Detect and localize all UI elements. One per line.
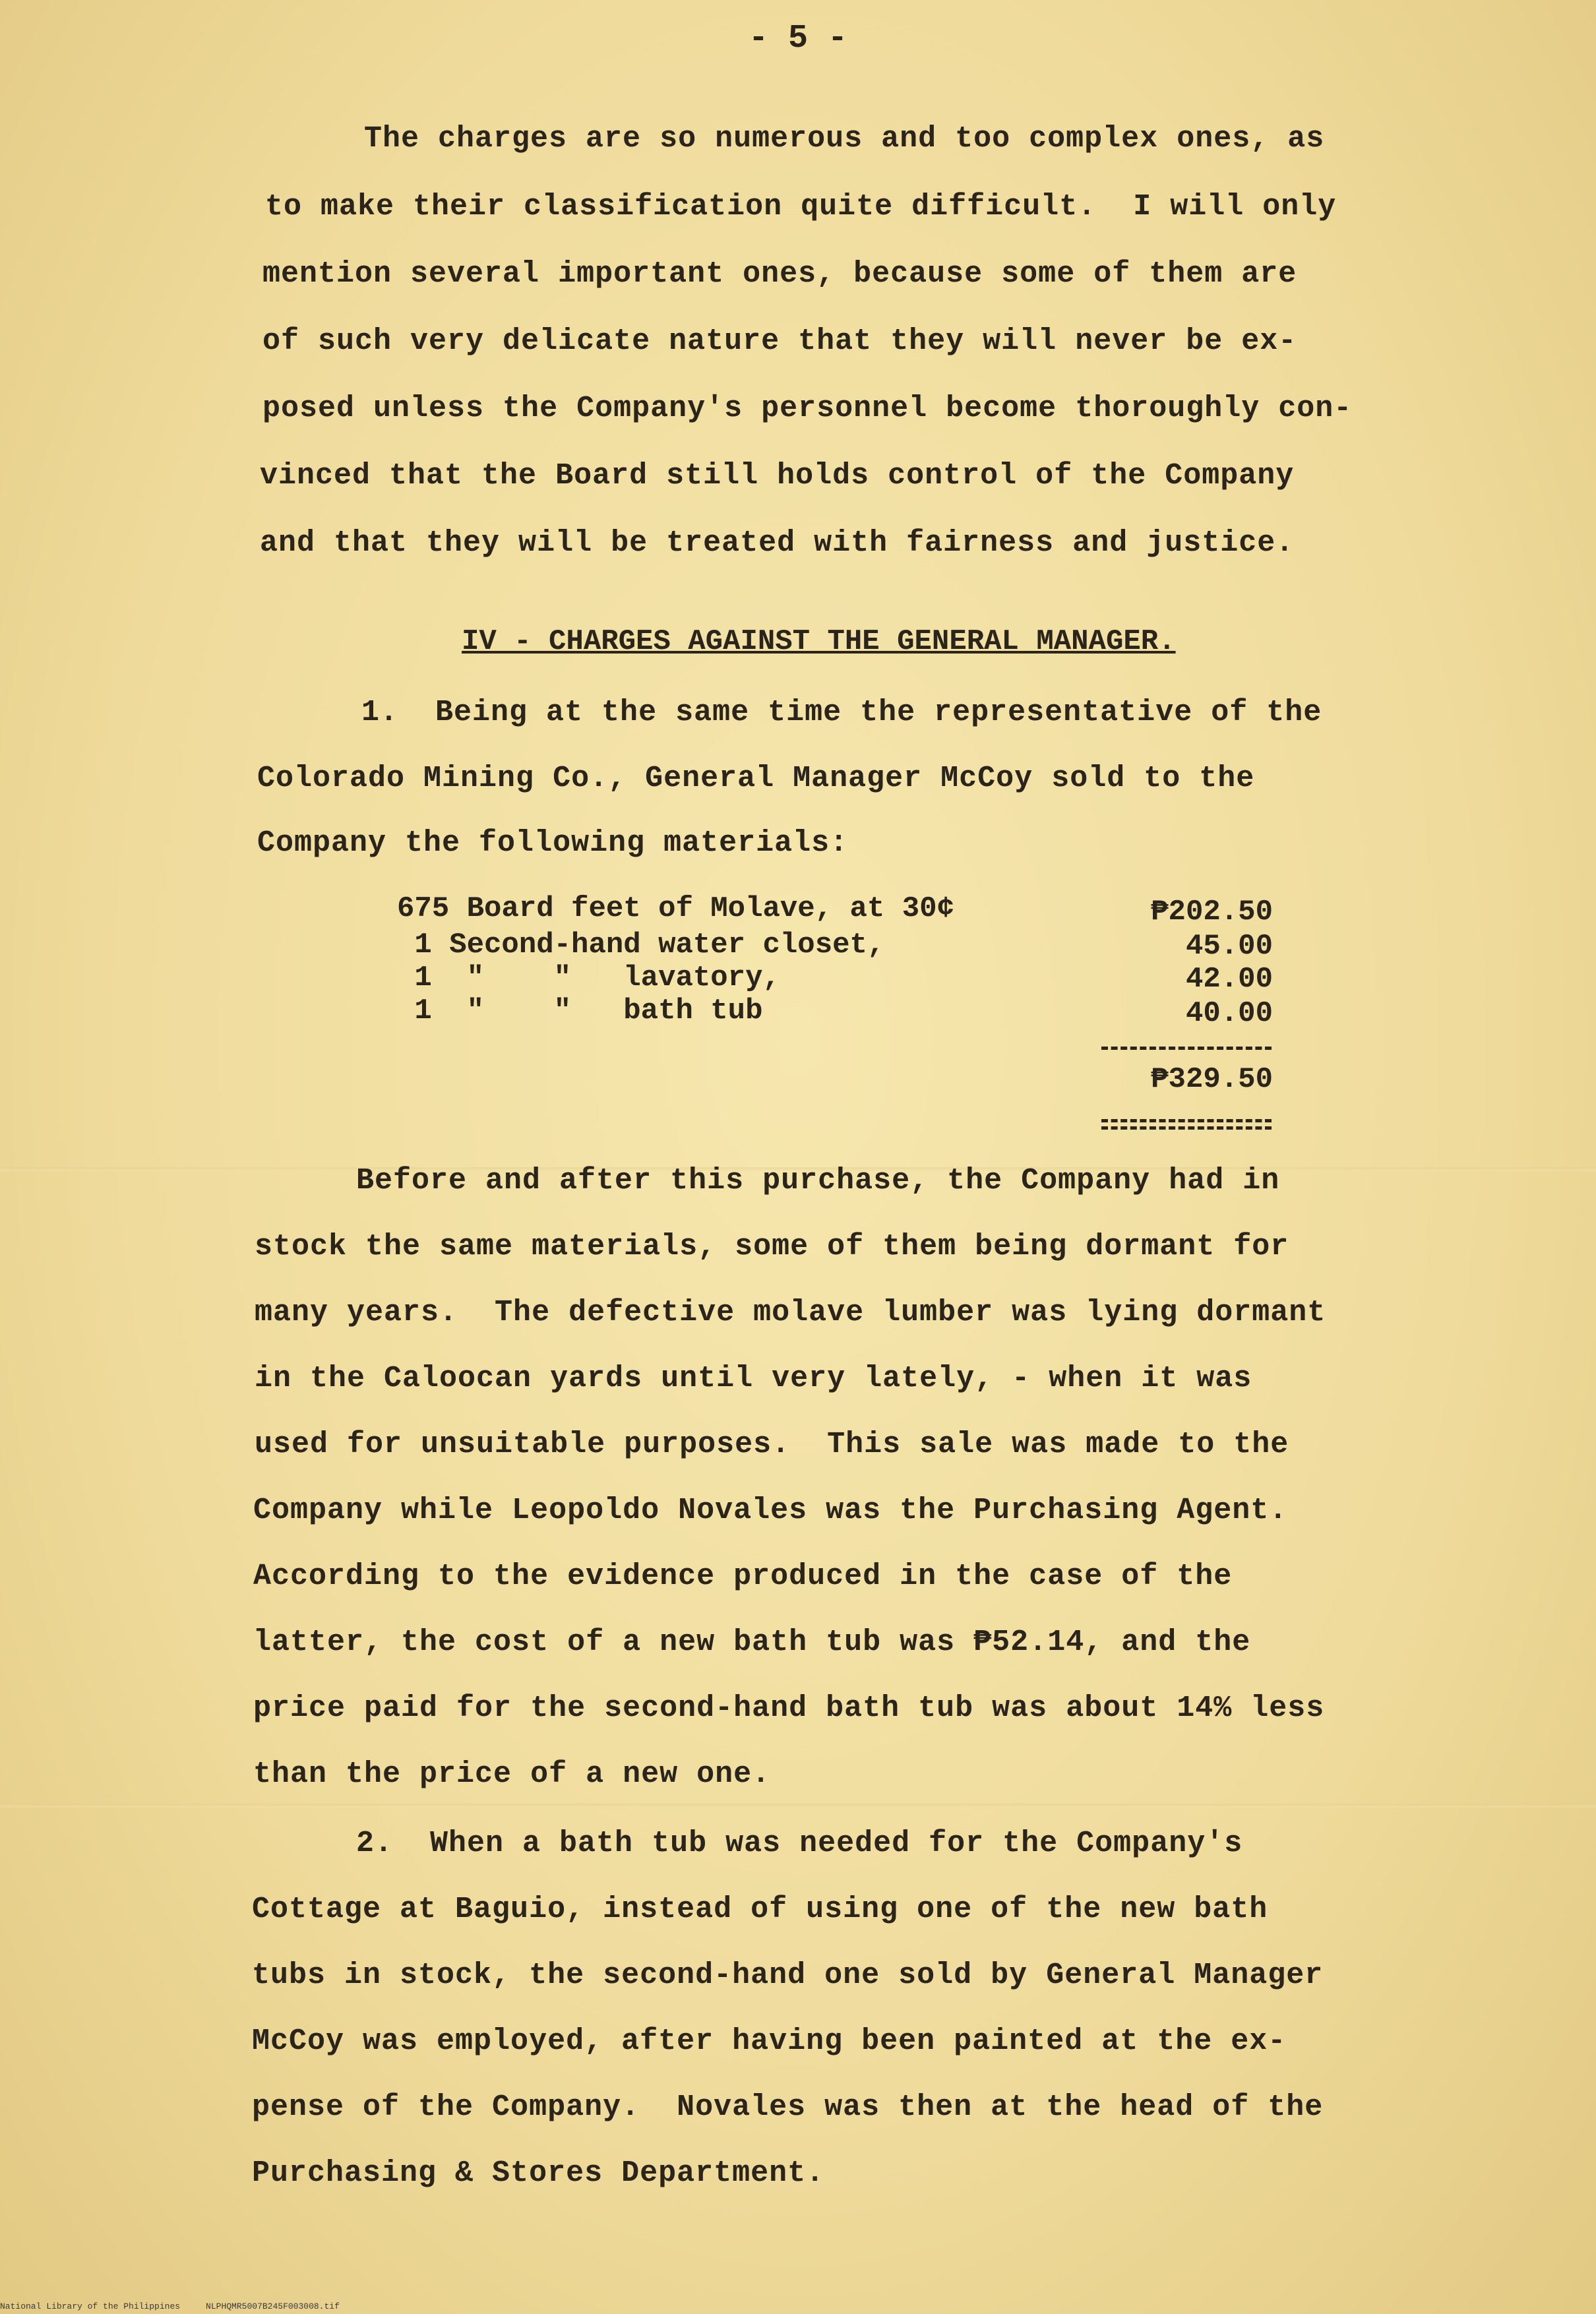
paragraph-line: McCoy was employed, after having been painted at the ex- xyxy=(252,2025,1287,2058)
paragraph-line: mention several important ones, because some of them are xyxy=(262,257,1297,291)
paragraph-line: Colorado Mining Co., General Manager McCoy sold to the xyxy=(257,762,1255,795)
paragraph-line: stock the same materials, some of them being dormant for xyxy=(255,1230,1289,1264)
paragraph-line: latter, the cost of a new bath tub was ₱52.14, and the xyxy=(253,1626,1251,1659)
paragraph-line: vinced that the Board still holds control of the Company xyxy=(260,459,1295,493)
paragraph-line: posed unless the Company's personnel become thoroughly con- xyxy=(262,392,1353,425)
paragraph-line: Cottage at Baguio, instead of using one of the new bath xyxy=(252,1893,1268,1926)
paragraph-line: Company the following materials: xyxy=(257,826,849,860)
paragraph-line: Company while Leopoldo Novales was the Purchasing Agent. xyxy=(253,1494,1288,1527)
paragraph-line: price paid for the second-hand bath tub was about 14% less xyxy=(253,1691,1325,1725)
paragraph-line: many years. The defective molave lumber was lying dormant xyxy=(255,1296,1326,1329)
paragraph-line: According to the evidence produced in the case of the xyxy=(253,1560,1233,1593)
paragraph-line: pense of the Company. Novales was then at the head of the xyxy=(252,2090,1324,2124)
total-double-rule xyxy=(1101,1126,1272,1130)
paragraph-line: The charges are so numerous and too complex ones, as xyxy=(364,122,1325,156)
subtotal-rule xyxy=(1101,1047,1272,1050)
paragraph-line: tubs in stock, the second-hand one sold by General Manager xyxy=(252,1959,1324,1992)
material-amount: 40.00 xyxy=(1185,997,1273,1030)
paragraph-line: than the price of a new one. xyxy=(253,1757,771,1791)
material-amount: 45.00 xyxy=(1185,930,1273,963)
material-description: 1 " " bath tub xyxy=(397,994,763,1027)
total-double-rule xyxy=(1101,1119,1272,1122)
paragraph-line: to make their classification quite difficult. I will only xyxy=(265,190,1337,224)
material-amount: ₱202.50 xyxy=(1151,896,1273,929)
paragraph-line: in the Caloocan yards until very lately, - when it was xyxy=(255,1362,1252,1395)
paragraph-line: used for unsuitable purposes. This sale was made to the xyxy=(255,1428,1289,1461)
archive-footer: National Library of the Philippines NLPHQMR5007B245F003008.tif xyxy=(0,2301,340,2311)
section-heading: IV - CHARGES AGAINST THE GENERAL MANAGER. xyxy=(462,625,1176,658)
paragraph-line: Purchasing & Stores Department. xyxy=(252,2156,825,2190)
paragraph-line: of such very delicate nature that they will never be ex- xyxy=(262,324,1297,358)
material-description: 1 " " lavatory, xyxy=(397,961,780,994)
fold-crease xyxy=(0,1804,1596,1808)
material-description: 1 Second-hand water closet, xyxy=(397,929,885,961)
paragraph-line: 2. When a bath tub was needed for the Company's xyxy=(356,1827,1243,1860)
paragraph-line: 1. Being at the same time the representative of the xyxy=(361,696,1322,729)
page-number: - 5 - xyxy=(748,20,848,57)
total-amount: ₱329.50 xyxy=(1151,1063,1273,1096)
paragraph-line: Before and after this purchase, the Company had in xyxy=(356,1164,1280,1198)
paragraph-line: and that they will be treated with fairness and justice. xyxy=(260,526,1295,560)
material-amount: 42.00 xyxy=(1185,963,1273,996)
material-description: 675 Board feet of Molave, at 30¢ xyxy=(397,892,954,925)
